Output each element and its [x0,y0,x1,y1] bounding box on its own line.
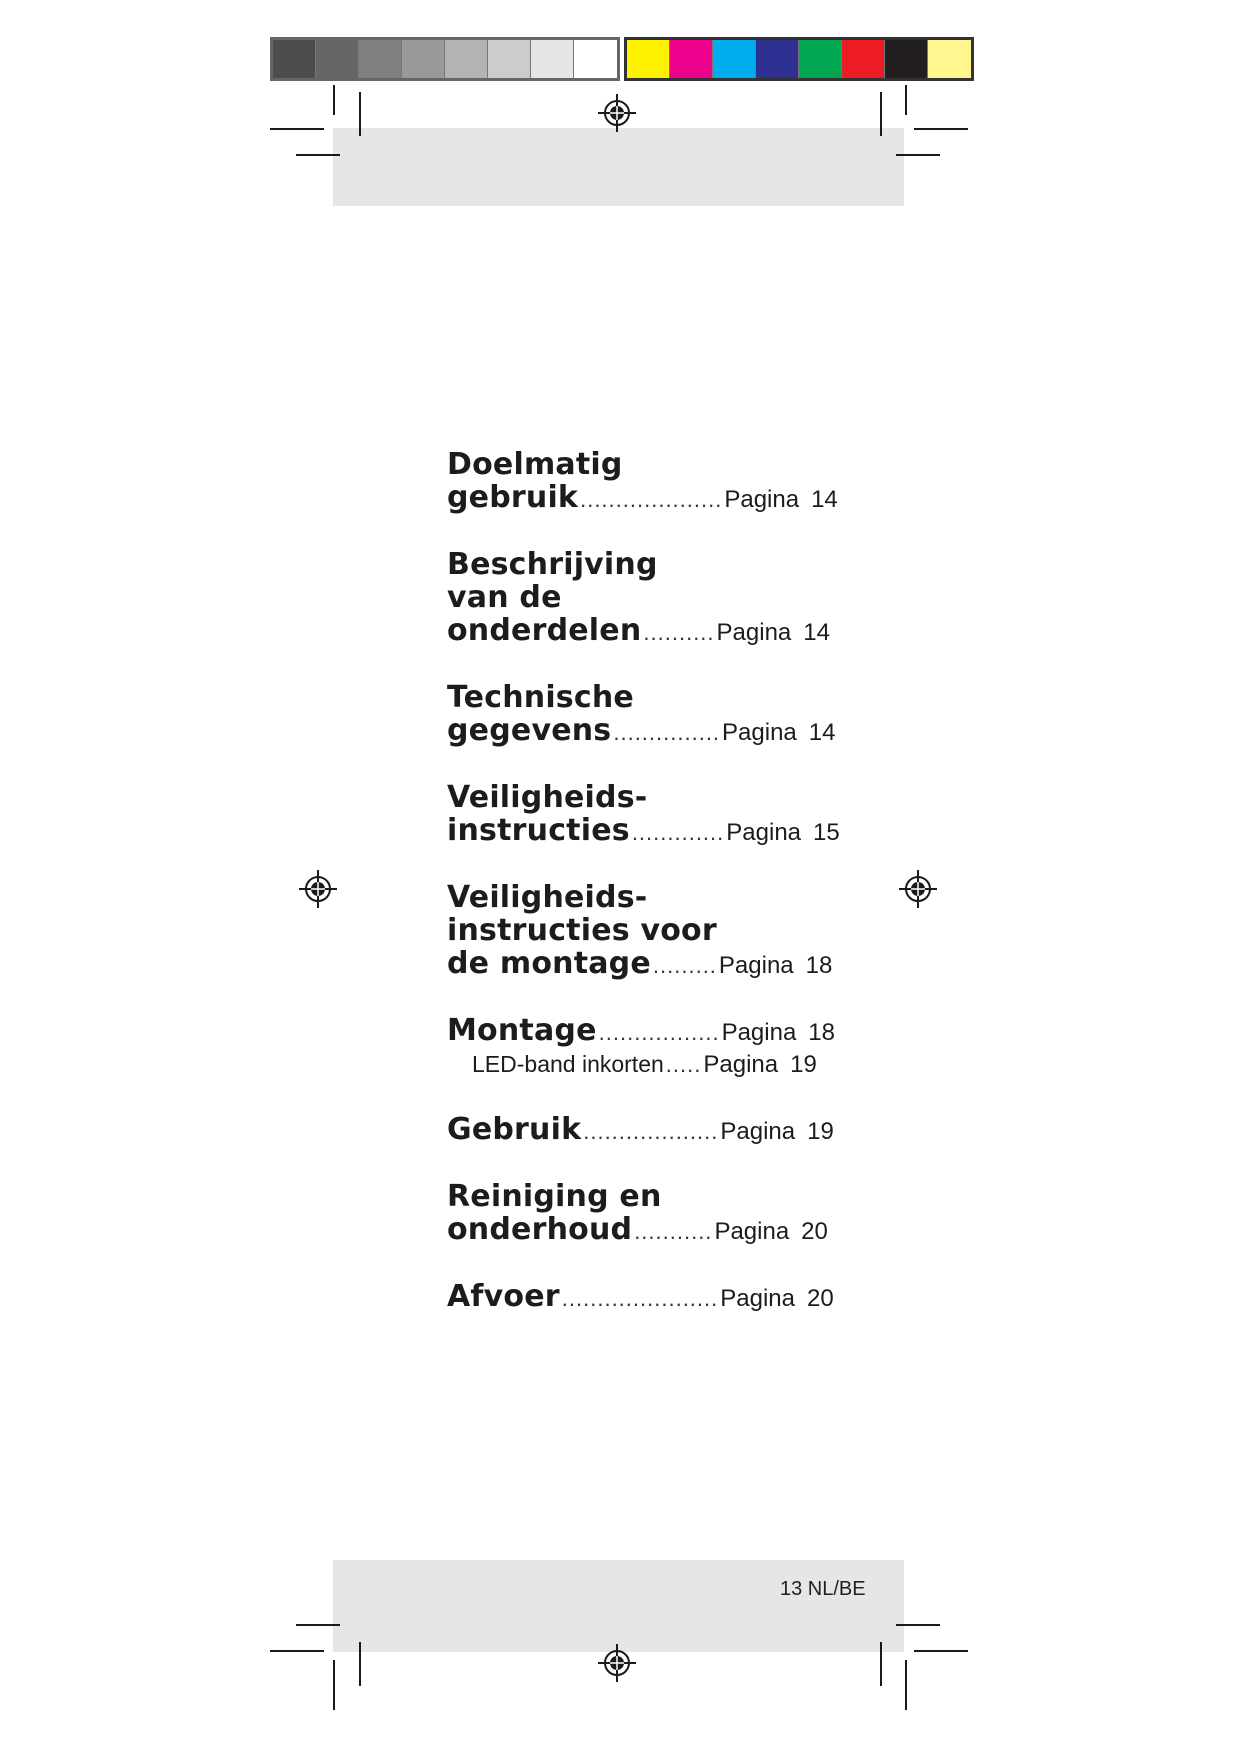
toc-subentry[interactable] [472,1051,867,1079]
toc-entry[interactable] [447,781,867,847]
color-swatch [928,40,971,78]
dot-leader: ......... [652,953,717,978]
color-swatch [670,40,713,78]
toc-heading: instructies [447,813,630,848]
crop-mark [914,128,968,130]
toc-heading: instructies voor [447,913,717,948]
page-reference: 18 [808,1019,835,1046]
crop-mark [333,1660,335,1710]
registration-mark-icon [299,870,337,908]
toc-heading: Doelmatig [447,447,623,482]
crop-mark [359,92,361,136]
crop-mark [880,92,882,136]
page-reference: 14 [811,486,838,513]
crop-mark [880,1642,882,1686]
crop-mark [296,154,340,156]
toc-heading: Montage [447,1013,597,1048]
color-swatch [445,40,488,78]
top-gray-band [333,128,904,206]
crop-mark [896,154,940,156]
registration-mark-icon [899,870,937,908]
page-label: Pagina [721,1019,797,1046]
color-swatch [531,40,574,78]
toc-heading: Reiniging en [447,1179,662,1214]
toc-entry[interactable] [447,548,867,647]
bottom-gray-band [333,1560,904,1652]
toc-heading: gegevens [447,713,612,748]
toc-entry[interactable] [447,448,867,514]
toc-heading: Veiligheids- [447,780,648,815]
page-label: Pagina [720,1118,796,1145]
crop-mark [333,85,335,115]
page-reference: 20 [807,1285,834,1312]
color-swatch [799,40,842,78]
page-label: Pagina [724,486,800,513]
color-swatch [273,40,316,78]
crop-mark [296,1624,340,1626]
toc-entry[interactable] [447,1180,867,1246]
color-swatch [574,40,617,78]
page-reference: 14 [803,619,830,646]
color-swatch [488,40,531,78]
crop-mark [905,1660,907,1710]
toc-heading: Afvoer [447,1279,560,1314]
page-reference: 18 [805,952,833,979]
dot-leader: ................... [583,1119,719,1144]
page-label: Pagina [716,619,792,646]
grayscale-calibration-bar [270,37,620,81]
toc-heading: de montage [447,946,651,981]
toc-heading: Veiligheids- [447,880,648,915]
toc-heading: onderhoud [447,1212,633,1247]
page-label: Pagina [726,819,802,846]
page-reference: 19 [790,1051,817,1078]
toc-entry[interactable] [447,1014,867,1079]
dot-leader: ..... [665,1052,702,1077]
dot-leader: ................. [598,1020,720,1045]
page-label: Pagina [718,952,794,979]
crop-mark [270,128,324,130]
page-label: Pagina [703,1051,779,1078]
table-of-contents [447,448,867,1347]
page-number: 13 NL/BE [780,1578,866,1600]
color-swatch [842,40,885,78]
toc-heading: gebruik [447,480,579,515]
toc-subentry-label: LED-band inkorten [472,1051,664,1077]
color-swatch [885,40,928,78]
crop-mark [359,1642,361,1686]
crop-mark [270,1650,324,1652]
page-label: Pagina [720,1285,795,1312]
page-reference: 19 [807,1118,834,1145]
toc-entry[interactable] [447,1280,867,1313]
registration-mark-icon [598,94,636,132]
dot-leader: ........... [634,1219,713,1244]
registration-mark-icon [598,1644,636,1682]
toc-entry[interactable] [447,681,867,747]
color-swatch [713,40,756,78]
toc-entry[interactable] [447,881,867,980]
page-reference: 14 [808,719,836,746]
page-label: Pagina [722,719,797,746]
color-swatch [402,40,445,78]
color-swatch [316,40,359,78]
dot-leader: .......... [643,620,715,645]
toc-entry[interactable] [447,1113,867,1146]
toc-heading: Gebruik [447,1112,582,1147]
page-label: Pagina [714,1218,790,1245]
page-reference: 15 [813,819,840,846]
dot-leader: ...................... [561,1286,719,1311]
dot-leader: ............. [631,820,725,845]
dot-leader: ............... [613,720,721,745]
crop-mark [914,1650,968,1652]
toc-heading: van de [447,580,562,615]
color-swatch [359,40,402,78]
color-calibration-bar [624,37,974,81]
crop-mark [896,1624,940,1626]
toc-heading: onderdelen [447,613,642,648]
toc-heading: Beschrijving [447,547,658,582]
toc-heading: Technische [447,680,634,715]
color-swatch [627,40,670,78]
crop-mark [905,85,907,115]
page-reference: 20 [801,1218,828,1245]
color-swatch [756,40,799,78]
dot-leader: .................... [580,487,723,512]
